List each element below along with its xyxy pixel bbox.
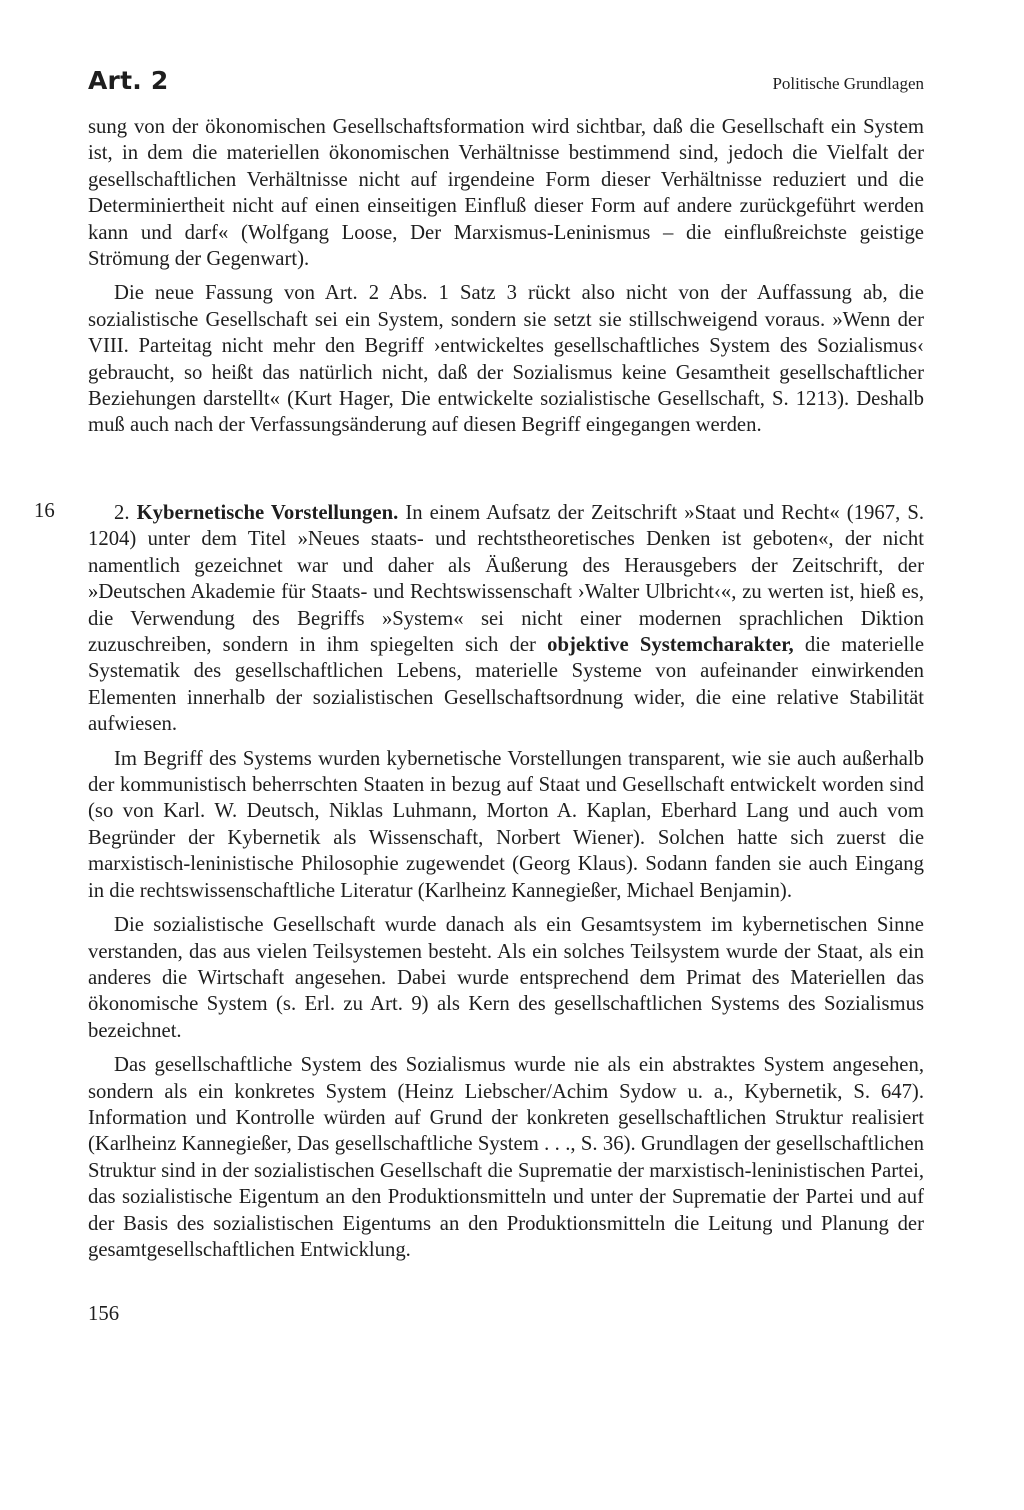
- margin-number: 16: [34, 500, 55, 522]
- paragraph-gesamtsystem: Die sozialistische Gesellschaft wurde danach als ein Gesamtsystem im kybernetischen Sinne verstanden, das aus vielen Teilsystemen besteht. Als ein solches Teilsystem wurde der Staat, als ein anderes die Wirtschaft angesehen. Dabei wurde entsprechend dem Primat des Materiellen das ökonomische System (s. Erl. zu Art. 9) als Kern des gesellschaftlichen Systems des Sozialismus bezeichnet.: [88, 914, 924, 1042]
- page-number: 156: [88, 1303, 120, 1325]
- paragraph-text: die materielle Systematik des gesellschaftlichen Lebens, materielle Systeme von aufeinander einwirkenden Elementen innerhalb der sozialistischen Gesellschaftsordnung wider, die eine relative Stabilität aufwiesen.: [88, 634, 925, 736]
- section-number: 2.: [114, 502, 130, 524]
- text-block-continued: [88, 114, 924, 439]
- paragraph-kybernetik-intro: [88, 500, 924, 738]
- paragraph-konkretes-system: Das gesellschaftliche System des Sozialismus wurde nie als ein abstraktes System angesehen, sondern als ein konkretes System (Heinz Liebscher/Achim Sydow u. a., Kybernetik, S. 647). Information und Kontrolle würden auf Grund der konkreten gesellschaftlichen Struktur realisiert (Karlheinz Kannegießer, Das gesellschaftliche System . . ., S. 36). Grundlagen der gesellschaftlichen Struktur sind in der sozialistischen Gesellschaft die Suprematie der marxistisch-leninistischen Partei, das sozialistische Eigentum an den Produktionsmitteln und unter der Suprematie der Partei und auf der Basis des sozialistischen Eigentums an den Produktionsmitteln die Leitung und Planung der gesamtgesellschaftlichen Entwicklung.: [88, 1054, 924, 1261]
- emphasis-term: objektive Systemcharakter,: [547, 634, 794, 657]
- paragraph-text: In einem Aufsatz der Zeitschrift »Staat und Recht« (1967, S. 1204) unter dem Titel »Neues staats- und rechtstheoretisches Denken ist geboten«, der nicht namentlich gezeichnet war und daher als Äußerung des Herausgebers der Zeitschrift, der »Deutschen Akademie für Staats- und Rechtswissenschaft ›Walter Ulbricht‹«, zu werten ist, hieß es, die Verwendung des Begriffs »System« sei nicht einer modernen sprachlichen Diktion zuzuschreiben, sondern in ihm spiegelten sich der: [88, 502, 924, 657]
- section-kybernetische-vorstellungen: [88, 500, 924, 1263]
- section-heading: Kybernetische Vorstellungen.: [136, 502, 399, 524]
- paragraph-neue-fassung: Die neue Fassung von Art. 2 Abs. 1 Satz 3 rückt also nicht von der Auffassung ab, die sozialistische Gesellschaft sei ein System, sondern sie setzt sie stillschweigend voraus. »Wenn der VIII. Parteitag nicht mehr den Begriff ›entwickeltes gesellschaftliches System des Sozialismus‹ gebraucht, so heißt das natürlich nicht, daß der Sozialismus keine Gesamtheit gesellschaftlicher Beziehungen darstellt« (Kurt Hager, Die entwickelte sozialistische Gesellschaft, S. 1213). Deshalb muß auch nach der Verfassungsänderung auf diesen Begriff eingegangen werden.: [88, 282, 924, 437]
- paragraph-continued: sung von der ökonomischen Gesellschaftsformation wird sichtbar, daß die Gesellschaft ein System ist, in dem die materiellen ökonomischen Verhältnisse bestimmend sind, jedoch die Vielfalt der gesellschaftlichen Verhältnisse nicht auf irgendeine Form dieser Verhältnisse reduziert und die Determiniertheit nicht auf einen einseitigen Einfluß dieser Form auf andere zurückgeführt werden kann und darf« (Wolfgang Loose, Der Marxismus-Leninismus – die einflußreichste geistige Strömung der Gegenwart).: [88, 116, 924, 271]
- running-head-article: Art. 2: [88, 66, 169, 95]
- paragraph-begriff-des-systems: Im Begriff des Systems wurden kybernetische Vorstellungen transparent, wie sie auch außerhalb der kommunistisch beherrschten Staaten in bezug auf Staat und Gesellschaft entwickelt worden sind (so von Karl. W. Deutsch, Niklas Luhmann, Morton A. Kaplan, Eberhard Lang und auch vom Begründer der Kybernetik als Wissenschaft, Norbert Wiener). Solchen hatte sich zuerst die marxistisch-leninistische Philosophie zugewendet (Georg Klaus). Sodann fanden sie auch Eingang in die rechtswissenschaftliche Literatur (Karlheinz Kannegießer, Michael Benjamin).: [88, 747, 924, 902]
- running-head-section: Politische Grundlagen: [772, 74, 924, 93]
